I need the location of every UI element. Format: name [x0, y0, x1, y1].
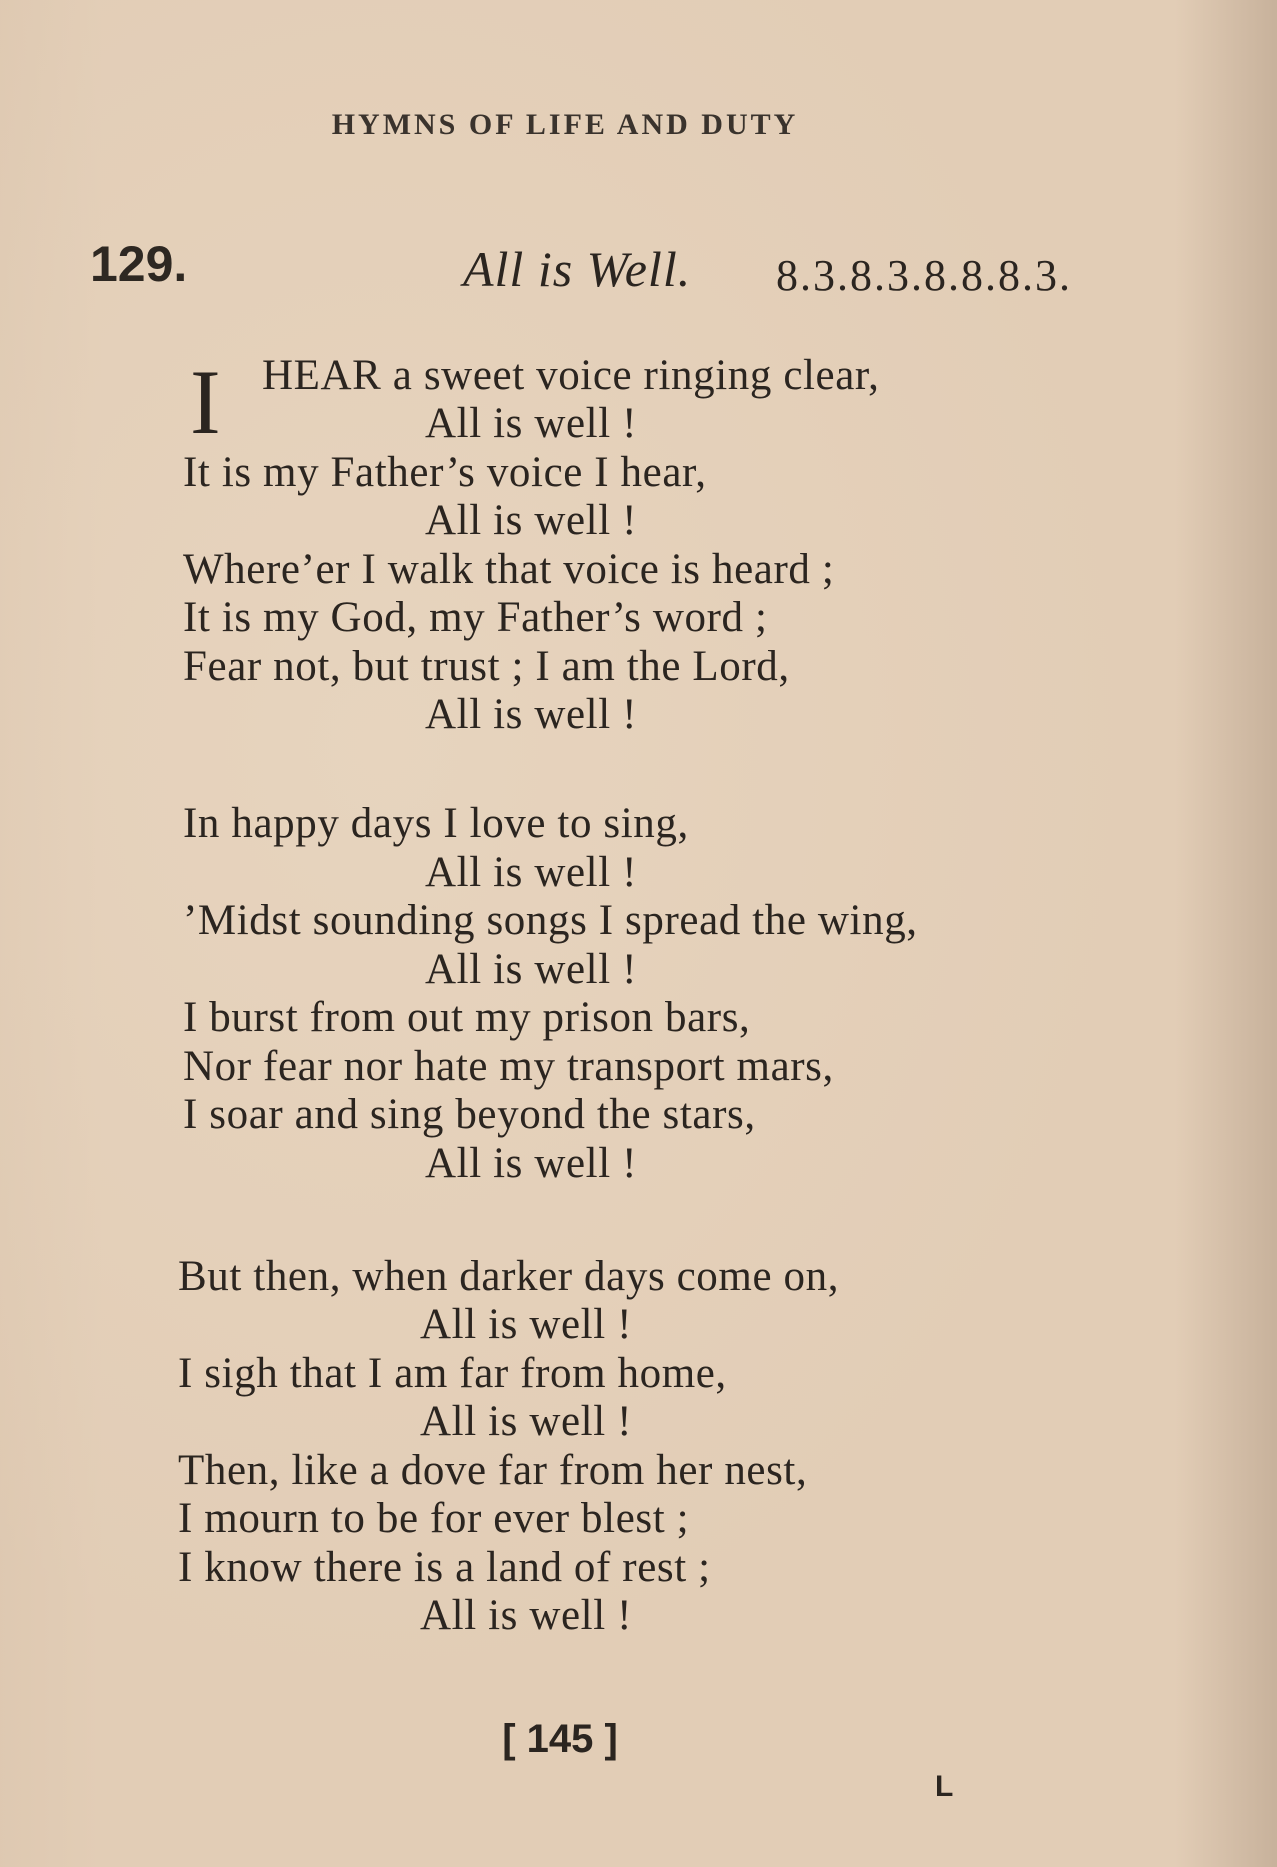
hymn-meter: 8.3.8.3.8.8.8.3.	[776, 251, 1072, 300]
verse-line: Where’er I walk that voice is heard ;	[183, 546, 835, 593]
refrain-line: All is well !	[425, 400, 638, 447]
verse-line: But then, when darker days come on,	[178, 1253, 840, 1300]
refrain-line: All is well !	[425, 691, 638, 738]
drop-cap: I	[190, 351, 221, 453]
refrain-line: All is well !	[420, 1301, 633, 1348]
verse-line: I soar and sing beyond the stars,	[183, 1091, 756, 1138]
page-number: [ 145 ]	[502, 1717, 618, 1761]
verse-line: Fear not, but trust ; I am the Lord,	[183, 643, 790, 690]
verse-line: In happy days I love to sing,	[183, 800, 689, 847]
refrain-line: All is well !	[425, 946, 638, 993]
verse-line: I burst from out my prison bars,	[183, 994, 751, 1041]
verse-line: I know there is a land of rest ;	[178, 1544, 711, 1591]
verse-line: I mourn to be for ever blest ;	[178, 1495, 690, 1542]
refrain-line: All is well !	[420, 1592, 633, 1639]
verse-line: Nor fear nor hate my transport mars,	[183, 1043, 834, 1090]
refrain-line: All is well !	[420, 1398, 633, 1445]
verse-line: I sigh that I am far from home,	[178, 1350, 727, 1397]
verse-line: It is my God, my Father’s word ;	[183, 594, 768, 641]
signature-mark: L	[935, 1770, 954, 1803]
hymn-title: All is Well.	[463, 241, 692, 297]
refrain-line: All is well !	[425, 849, 638, 896]
verse-line: ’Midst sounding songs I spread the wing,	[183, 897, 918, 944]
refrain-line: All is well !	[425, 1140, 638, 1187]
running-head: HYMNS OF LIFE AND DUTY	[331, 108, 799, 141]
verse-line: HEAR a sweet voice ringing clear,	[262, 352, 880, 399]
refrain-line: All is well !	[425, 497, 638, 544]
verse-line: Then, like a dove far from her nest,	[178, 1447, 808, 1494]
verse-line: It is my Father’s voice I hear,	[183, 449, 707, 496]
hymn-number: 129.	[90, 236, 188, 292]
